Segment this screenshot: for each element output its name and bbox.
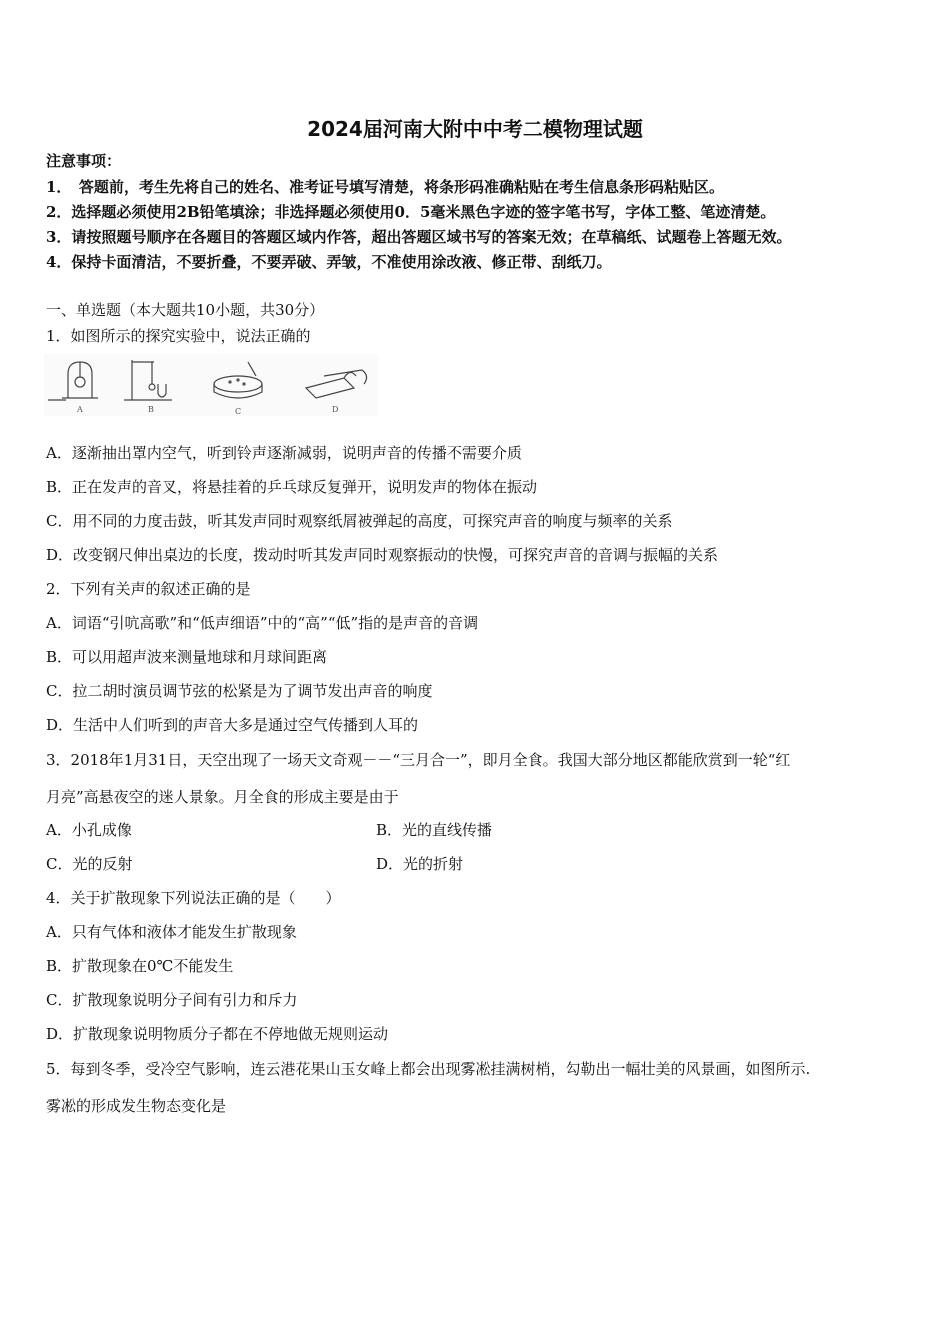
notice-item-2: 2．选择题必须使用2B铅笔填涂；非选择题必须使用0．5毫米黑色字迹的签字笔书写，字体工整、笔迹清楚。 [46,203,776,221]
q2-option-b: B．可以用超声波来测量地球和月球间距离 [46,648,328,666]
q4-option-c: C．扩散现象说明分子间有引力和斥力 [46,991,298,1009]
question-3-stem-line1: 3．2018年1月31日，天空出现了一场天文奇观－－“三月合一”，即月全食。我国大部分地区都能欣赏到一轮“红 [46,751,791,769]
notice-heading: 注意事项： [46,152,122,170]
experiment-figure [44,354,378,416]
q3-option-a: A．小孔成像 [46,821,132,839]
notice-item-4: 4．保持卡面清洁，不要折叠，不要弄破、弄皱，不准使用涂改液、修正带、刮纸刀。 [46,253,612,271]
question-1-stem: 1．如图所示的探究实验中，说法正确的 [46,327,311,345]
notice-item-3: 3．请按照题号顺序在各题目的答题区域内作答，超出答题区域书写的答案无效；在草稿纸、试题卷上答题无效。 [46,228,792,246]
figure-label-c: C [235,407,242,416]
figure-label-d: D [332,405,339,414]
q3-option-c: C．光的反射 [46,855,133,873]
section-heading: 一、单选题（本大题共10小题，共30分） [46,301,325,319]
q2-option-c: C．拉二胡时演员调节弦的松紧是为了调节发出声音的响度 [46,682,433,700]
q3-option-d: D．光的折射 [376,855,464,873]
q1-option-c: C．用不同的力度击鼓，听其发声同时观察纸屑被弹起的高度，可探究声音的响度与频率的关系 [46,512,673,530]
q4-option-d: D．扩散现象说明物质分子都在不停地做无规则运动 [46,1025,389,1043]
q1-option-b: B．正在发声的音叉，将悬挂着的乒乓球反复弹开，说明发声的物体在振动 [46,478,538,496]
q4-option-b: B．扩散现象在0℃不能发生 [46,957,234,975]
q3-option-b: B．光的直线传播 [376,821,493,839]
question-5-stem-line1: 5．每到冬季，受冷空气影响，连云港花果山玉女峰上都会出现雾凇挂满树梢，勾勒出一幅壮美的风景画，如图所示. [46,1060,811,1078]
page-title: 2024届河南大附中中考二模物理试题 [307,117,643,141]
question-3-stem-line2: 月亮”高悬夜空的迷人景象。月全食的形成主要是由于 [46,788,399,806]
figure-label-a: A [77,405,83,414]
q1-option-d: D．改变钢尺伸出桌边的长度，拨动时听其发声同时观察振动的快慢，可探究声音的音调与振幅的关系 [46,546,719,564]
question-5-stem-line2: 雾凇的形成发生物态变化是 [46,1097,227,1115]
notice-item-1: 1． 答题前，考生先将自己的姓名、准考证号填写清楚，将条形码准确粘贴在考生信息条形码粘贴区。 [46,178,724,196]
figure-label-b: B [148,405,154,414]
q1-option-a: A．逐渐抽出罩内空气，听到铃声逐渐减弱，说明声音的传播不需要介质 [46,444,522,462]
q2-option-d: D．生活中人们听到的声音大多是通过空气传播到人耳的 [46,716,419,734]
question-4-stem: 4．关于扩散现象下列说法正确的是（ ） [46,889,341,907]
question-2-stem: 2．下列有关声的叙述正确的是 [46,580,251,598]
q2-option-a: A．词语“引吭高歌”和“低声细语”中的“高”“低”指的是声音的音调 [46,614,479,632]
q4-option-a: A．只有气体和液体才能发生扩散现象 [46,923,297,941]
